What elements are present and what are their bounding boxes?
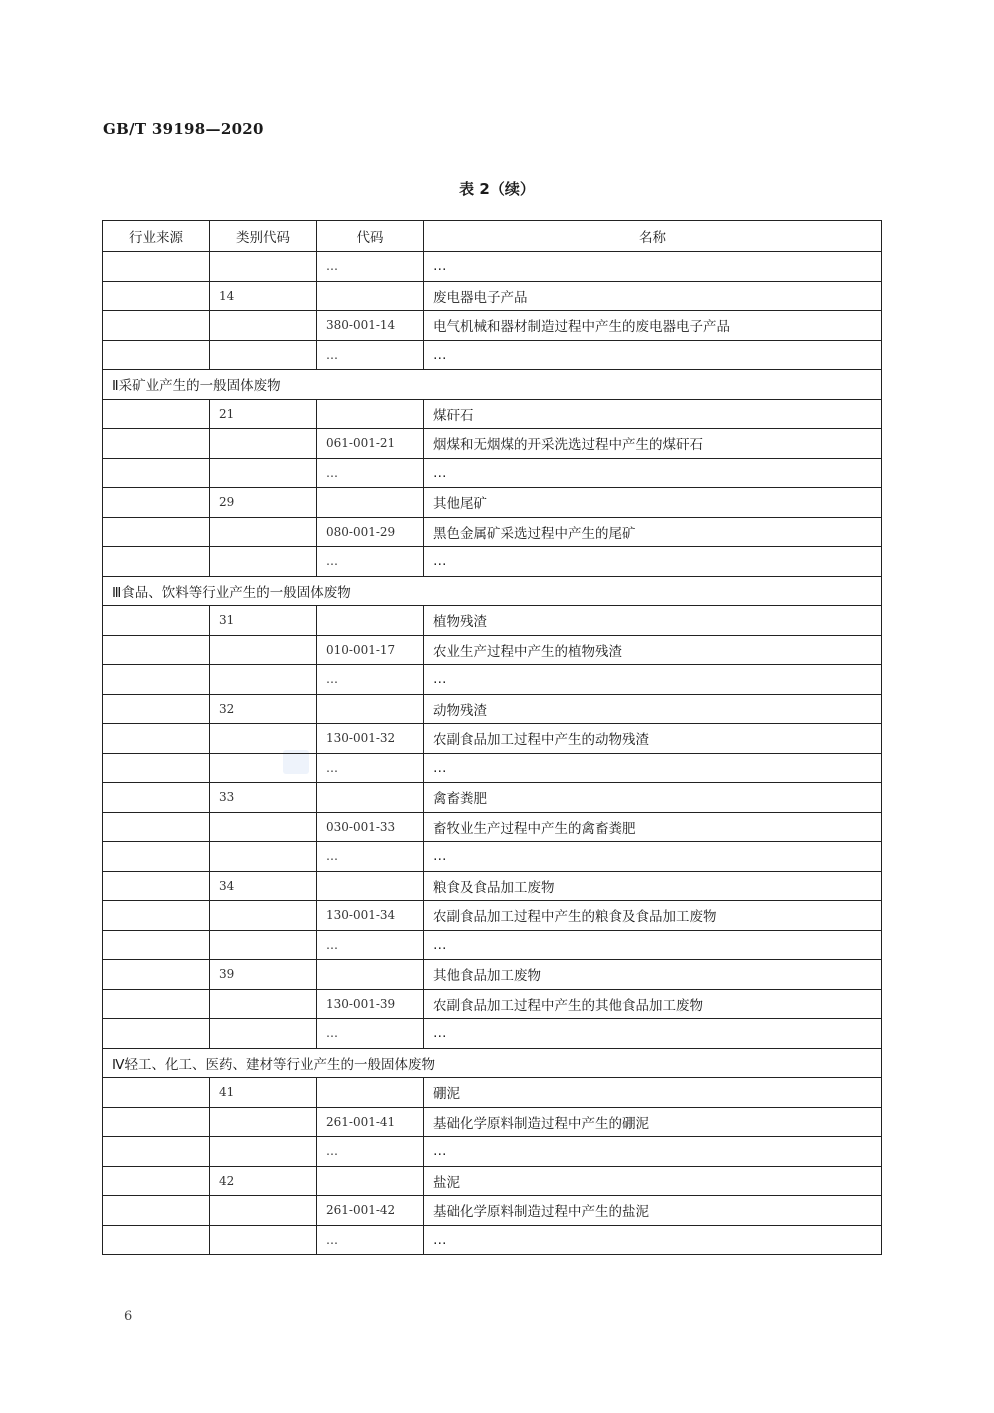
cell-code: … <box>317 753 424 783</box>
table-row <box>103 281 882 311</box>
cell-name: … <box>424 930 882 960</box>
cell-name: 禽畜粪肥 <box>424 783 882 813</box>
table-row <box>103 429 882 459</box>
cell-category-code: 29 <box>210 488 317 518</box>
cell-category-code: 32 <box>210 694 317 724</box>
cell-category-code <box>210 517 317 547</box>
cell-name: 硼泥 <box>424 1078 882 1108</box>
section-heading: Ⅲ食品、饮料等行业产生的一般固体废物 <box>103 576 882 606</box>
cell-name: … <box>424 1019 882 1049</box>
cell-name: … <box>424 1137 882 1167</box>
cell-industry <box>103 340 210 370</box>
table-row <box>103 901 882 931</box>
table-row <box>103 311 882 341</box>
cell-industry <box>103 517 210 547</box>
table-row <box>103 960 882 990</box>
cell-category-code: 39 <box>210 960 317 990</box>
cell-industry <box>103 783 210 813</box>
cell-code <box>317 606 424 636</box>
table-row <box>103 1166 882 1196</box>
cell-industry <box>103 399 210 429</box>
table-row <box>103 989 882 1019</box>
cell-industry <box>103 252 210 282</box>
cell-category-code: 21 <box>210 399 317 429</box>
cell-name: … <box>424 547 882 577</box>
page-number: 6 <box>124 1309 133 1324</box>
table-row <box>103 488 882 518</box>
cell-industry <box>103 458 210 488</box>
table-row <box>103 724 882 754</box>
cell-category-code <box>210 340 317 370</box>
table-title: 表 2（续） <box>459 180 535 198</box>
cell-code: … <box>317 1225 424 1255</box>
standard-code: GB/T 39198—2020 <box>103 120 264 138</box>
cell-category-code <box>210 635 317 665</box>
table-header-row <box>103 221 882 252</box>
table-row <box>103 665 882 695</box>
table-row <box>103 606 882 636</box>
cell-category-code <box>210 930 317 960</box>
table-section-row <box>103 370 882 400</box>
column-header-code: 代码 <box>317 221 424 252</box>
cell-category-code: 42 <box>210 1166 317 1196</box>
cell-name: 基础化学原料制造过程中产生的硼泥 <box>424 1107 882 1137</box>
cell-name: 电气机械和器材制造过程中产生的废电器电子产品 <box>424 311 882 341</box>
cell-category-code <box>210 458 317 488</box>
cell-industry <box>103 311 210 341</box>
cell-name: 其他尾矿 <box>424 488 882 518</box>
column-header-category-code: 类别代码 <box>210 221 317 252</box>
cell-code <box>317 783 424 813</box>
cell-name: 粮食及食品加工废物 <box>424 871 882 901</box>
cell-category-code <box>210 901 317 931</box>
table-row <box>103 1078 882 1108</box>
cell-code <box>317 694 424 724</box>
cell-code: 130-001-39 <box>317 989 424 1019</box>
table-row <box>103 340 882 370</box>
cell-category-code <box>210 1137 317 1167</box>
cell-industry <box>103 694 210 724</box>
cell-category-code <box>210 753 317 783</box>
cell-category-code: 14 <box>210 281 317 311</box>
column-header-name: 名称 <box>424 221 882 252</box>
cell-category-code <box>210 547 317 577</box>
cell-code: … <box>317 340 424 370</box>
table-row <box>103 842 882 872</box>
table-row <box>103 753 882 783</box>
table-row <box>103 930 882 960</box>
cell-category-code <box>210 429 317 459</box>
cell-industry <box>103 724 210 754</box>
cell-industry <box>103 930 210 960</box>
cell-name: 农副食品加工过程中产生的粮食及食品加工废物 <box>424 901 882 931</box>
cell-code <box>317 1078 424 1108</box>
cell-category-code: 31 <box>210 606 317 636</box>
cell-name: 黑色金属矿采选过程中产生的尾矿 <box>424 517 882 547</box>
cell-industry <box>103 1166 210 1196</box>
cell-category-code: 33 <box>210 783 317 813</box>
cell-code <box>317 488 424 518</box>
cell-category-code <box>210 1019 317 1049</box>
cell-code: … <box>317 842 424 872</box>
cell-category-code <box>210 665 317 695</box>
table-row <box>103 1196 882 1226</box>
table-row <box>103 399 882 429</box>
table-row <box>103 1137 882 1167</box>
cell-category-code <box>210 1196 317 1226</box>
cell-name: … <box>424 252 882 282</box>
cell-name: 基础化学原料制造过程中产生的盐泥 <box>424 1196 882 1226</box>
cell-industry <box>103 281 210 311</box>
cell-code: 261-001-41 <box>317 1107 424 1137</box>
table-row <box>103 812 882 842</box>
cell-category-code <box>210 724 317 754</box>
cell-industry <box>103 960 210 990</box>
cell-industry <box>103 429 210 459</box>
cell-code <box>317 1166 424 1196</box>
cell-name: … <box>424 458 882 488</box>
cell-code: … <box>317 1137 424 1167</box>
column-header-industry: 行业来源 <box>103 221 210 252</box>
cell-code: 061-001-21 <box>317 429 424 459</box>
cell-code <box>317 281 424 311</box>
table-section-row <box>103 576 882 606</box>
cell-name: 农副食品加工过程中产生的其他食品加工废物 <box>424 989 882 1019</box>
table-row <box>103 458 882 488</box>
table-row <box>103 252 882 282</box>
cell-industry <box>103 1078 210 1108</box>
cell-code: 130-001-32 <box>317 724 424 754</box>
cell-code: 080-001-29 <box>317 517 424 547</box>
cell-category-code <box>210 311 317 341</box>
cell-category-code: 34 <box>210 871 317 901</box>
cell-code: 010-001-17 <box>317 635 424 665</box>
table-row <box>103 871 882 901</box>
cell-industry <box>103 753 210 783</box>
table-row <box>103 635 882 665</box>
table-row <box>103 517 882 547</box>
table-row <box>103 694 882 724</box>
cell-name: 盐泥 <box>424 1166 882 1196</box>
cell-code: 030-001-33 <box>317 812 424 842</box>
cell-name: … <box>424 1225 882 1255</box>
cell-industry <box>103 606 210 636</box>
cell-code: … <box>317 665 424 695</box>
cell-name: 烟煤和无烟煤的开采洗选过程中产生的煤矸石 <box>424 429 882 459</box>
section-heading: Ⅳ轻工、化工、医药、建材等行业产生的一般固体废物 <box>103 1048 882 1078</box>
cell-code <box>317 871 424 901</box>
table-row <box>103 783 882 813</box>
cell-industry <box>103 635 210 665</box>
table-row <box>103 1107 882 1137</box>
cell-name: 农业生产过程中产生的植物残渣 <box>424 635 882 665</box>
cell-name: 畜牧业生产过程中产生的禽畜粪肥 <box>424 812 882 842</box>
cell-industry <box>103 1107 210 1137</box>
cell-industry <box>103 488 210 518</box>
table-row <box>103 1019 882 1049</box>
cell-category-code <box>210 252 317 282</box>
cell-industry <box>103 1225 210 1255</box>
cell-category-code <box>210 989 317 1019</box>
cell-code: 380-001-14 <box>317 311 424 341</box>
cell-name: 农副食品加工过程中产生的动物残渣 <box>424 724 882 754</box>
cell-industry <box>103 901 210 931</box>
cell-industry <box>103 812 210 842</box>
section-heading: Ⅱ采矿业产生的一般固体废物 <box>103 370 882 400</box>
waste-classification-table <box>102 220 882 1255</box>
cell-industry <box>103 665 210 695</box>
cell-code: … <box>317 547 424 577</box>
cell-name: … <box>424 340 882 370</box>
cell-industry <box>103 1137 210 1167</box>
table-row <box>103 1225 882 1255</box>
cell-industry <box>103 842 210 872</box>
cell-name: … <box>424 665 882 695</box>
cell-category-code <box>210 812 317 842</box>
cell-code <box>317 960 424 990</box>
cell-category-code: 41 <box>210 1078 317 1108</box>
cell-code: 261-001-42 <box>317 1196 424 1226</box>
cell-code <box>317 399 424 429</box>
cell-name: … <box>424 842 882 872</box>
cell-category-code <box>210 842 317 872</box>
cell-code: … <box>317 930 424 960</box>
cell-industry <box>103 871 210 901</box>
cell-industry <box>103 1196 210 1226</box>
table-row <box>103 547 882 577</box>
cell-name: 动物残渣 <box>424 694 882 724</box>
cell-name: … <box>424 753 882 783</box>
cell-category-code <box>210 1225 317 1255</box>
cell-name: 其他食品加工废物 <box>424 960 882 990</box>
cell-category-code <box>210 1107 317 1137</box>
cell-code: … <box>317 1019 424 1049</box>
cell-name: 植物残渣 <box>424 606 882 636</box>
cell-code: 130-001-34 <box>317 901 424 931</box>
cell-name: 废电器电子产品 <box>424 281 882 311</box>
cell-industry <box>103 989 210 1019</box>
cell-name: 煤矸石 <box>424 399 882 429</box>
cell-industry <box>103 1019 210 1049</box>
table-body <box>103 252 882 1255</box>
table-section-row <box>103 1048 882 1078</box>
cell-code: … <box>317 458 424 488</box>
cell-industry <box>103 547 210 577</box>
cell-code: … <box>317 252 424 282</box>
